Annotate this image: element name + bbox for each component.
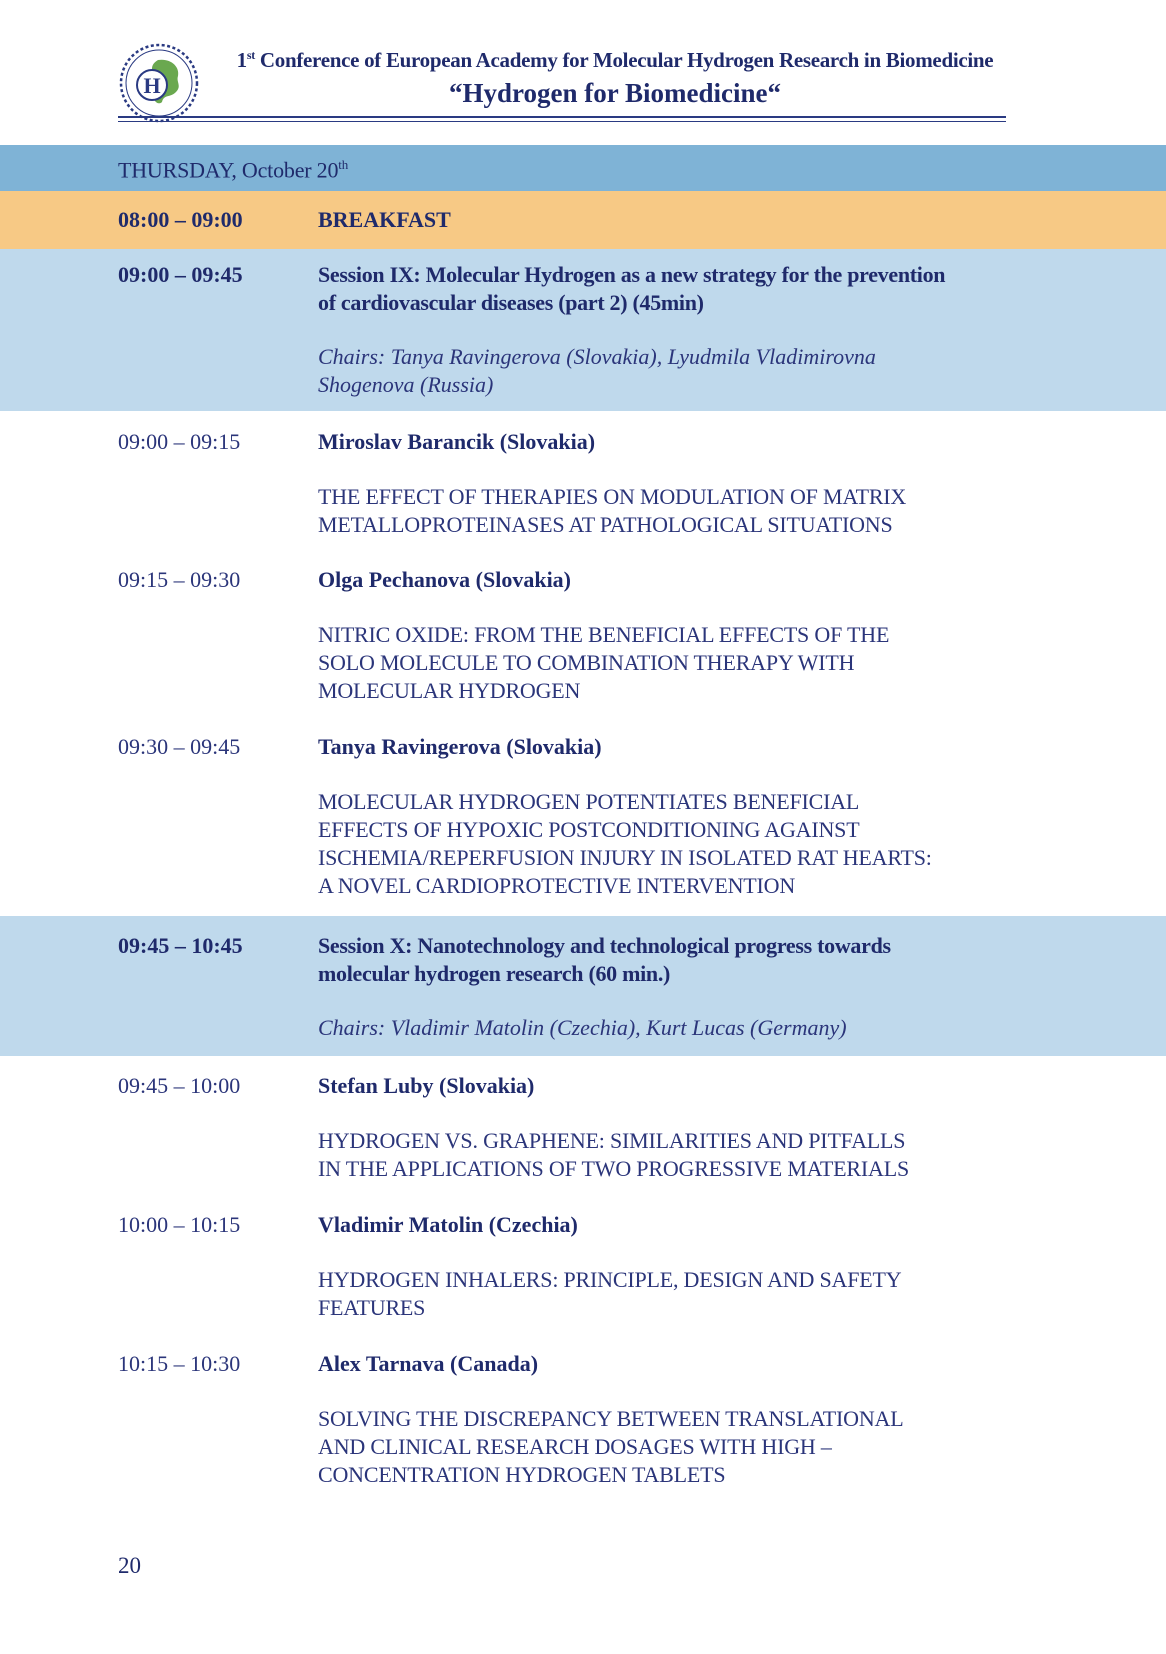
talk-speaker: Vladimir Matolin (Czechia) xyxy=(318,1212,578,1237)
talk-title: HYDROGEN VS. GRAPHENE: SIMILARITIES AND PITFALLS IN THE APPLICATIONS OF TWO PROGRESSIVE MATERIALS xyxy=(318,1128,909,1181)
session-x-title: Session X: Nanotechnology and technological progress towards molecular hydrogen research (60 min.) xyxy=(318,933,891,986)
page-number: 20 xyxy=(118,1553,141,1578)
session-x-chairs: Chairs: Vladimir Matolin (Czechia), Kurt Lucas (Germany) xyxy=(318,1015,847,1040)
talk-time: 09:15 – 09:30 xyxy=(118,567,241,592)
header-rule-thin xyxy=(118,121,1006,122)
session-x-time: 09:45 – 10:45 xyxy=(118,933,243,958)
academy-logo-icon xyxy=(118,42,200,124)
session-ix-title: Session IX: Molecular Hydrogen as a new strategy for the prevention of cardiovascular diseases (part 2) (45min) xyxy=(318,262,946,315)
day-heading: THURSDAY, October 20th xyxy=(118,157,349,183)
talk-title: MOLECULAR HYDROGEN POTENTIATES BENEFICIAL EFFECTS OF HYPOXIC POSTCONDITIONING AGAINST ISCHEMIA/REPERFUSION INJURY IN ISOLATED RAT HEARTS: A NOVEL CARDIOPROTECTIVE INTERVENTION xyxy=(318,789,932,898)
talk-time: 09:00 – 09:15 xyxy=(118,429,241,454)
talk-title: THE EFFECT OF THERAPIES ON MODULATION OF MATRIX METALLOPROTEINASES AT PATHOLOGICAL SITUATIONS xyxy=(318,484,907,537)
talk-title: HYDROGEN INHALERS: PRINCIPLE, DESIGN AND SAFETY FEATURES xyxy=(318,1267,902,1320)
talk-title: SOLVING THE DISCREPANCY BETWEEN TRANSLATIONAL AND CLINICAL RESEARCH DOSAGES WITH HIGH – CONCENTRATION HYDROGEN TABLETS xyxy=(318,1406,904,1487)
talk-speaker: Alex Tarnava (Canada) xyxy=(318,1351,539,1376)
talk-title: NITRIC OXIDE: FROM THE BENEFICIAL EFFECTS OF THE SOLO MOLECULE TO COMBINATION THERAPY WITH MOLECULAR HYDROGEN xyxy=(318,622,890,703)
logo-letter: H xyxy=(143,73,161,98)
page-header xyxy=(0,0,1166,130)
session-ix-time: 09:00 – 09:45 xyxy=(118,262,243,287)
talk-time: 10:15 – 10:30 xyxy=(118,1351,241,1376)
talk-speaker: Stefan Luby (Slovakia) xyxy=(318,1073,535,1098)
talk-speaker: Tanya Ravingerova (Slovakia) xyxy=(318,734,602,759)
breakfast-label: BREAKFAST xyxy=(318,207,451,232)
session-ix-chairs: Chairs: Tanya Ravingerova (Slovakia), Lyudmila Vladimirovna Shogenova (Russia) xyxy=(318,344,876,397)
conference-title: 1st Conference of European Academy for Molecular Hydrogen Research in Biomedicine xyxy=(236,48,994,72)
header-rule xyxy=(118,116,1006,118)
talk-speaker: Miroslav Barancik (Slovakia) xyxy=(318,429,596,454)
talk-time: 10:00 – 10:15 xyxy=(118,1212,241,1237)
conference-subtitle: “Hydrogen for Biomedicine“ xyxy=(449,78,781,108)
talk-speaker: Olga Pechanova (Slovakia) xyxy=(318,567,572,592)
breakfast-time: 08:00 – 09:00 xyxy=(118,207,243,232)
talk-time: 09:30 – 09:45 xyxy=(118,734,241,759)
talk-time: 09:45 – 10:00 xyxy=(118,1073,241,1098)
